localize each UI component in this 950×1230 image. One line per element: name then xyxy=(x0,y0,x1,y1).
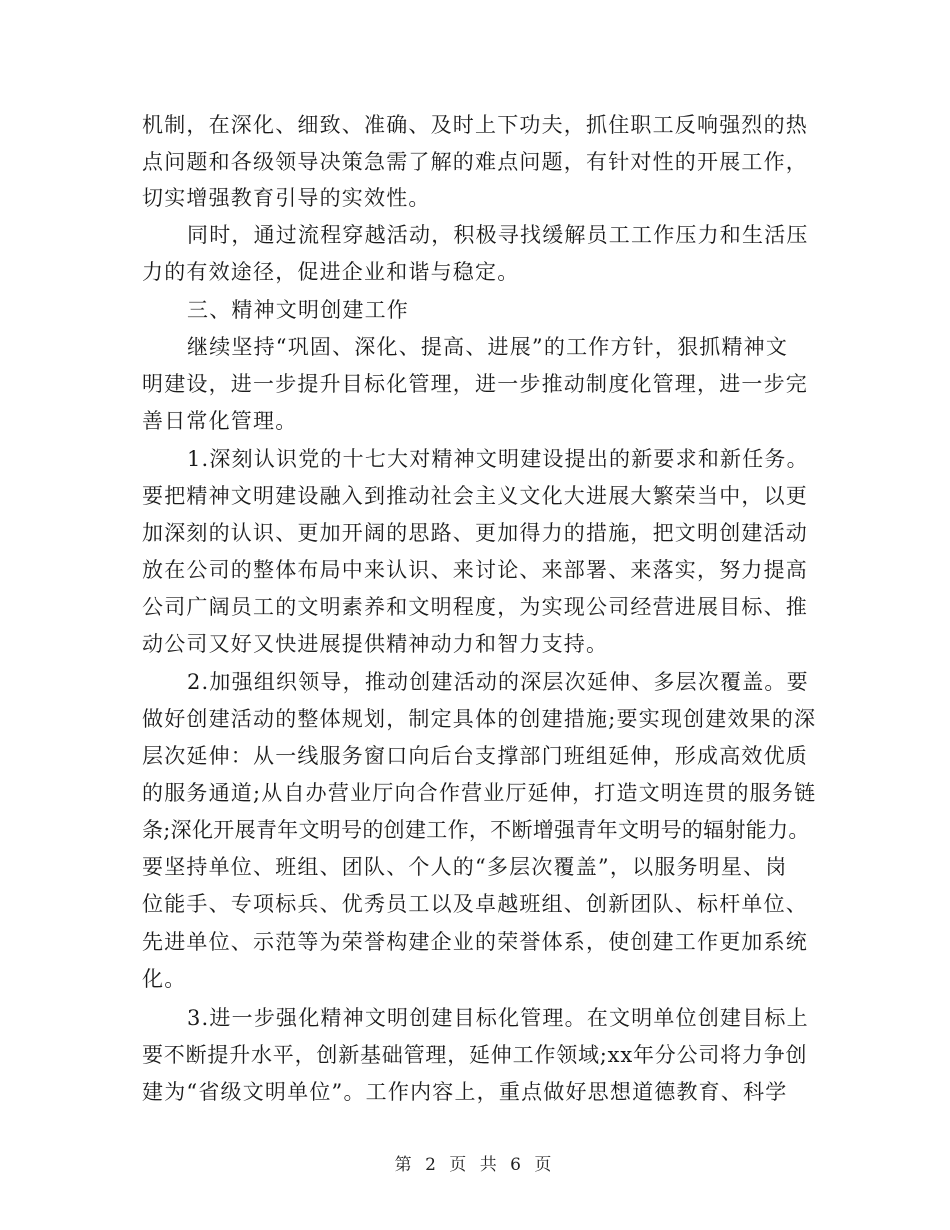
body-line-26: 要不断提升水平，创新基础管理，延伸工作领域;xx年分公司将力争创 xyxy=(142,1043,808,1067)
page-number-footer: 第 2 页 共 6 页 xyxy=(394,1155,556,1175)
body-line-7: 继续坚持“巩固、深化、提高、进展”的工作方针，狠抓精神文 xyxy=(187,335,789,359)
body-line-27: 建为“省级文明单位”。工作内容上，重点做好思想道德教育、科学 xyxy=(142,1080,788,1104)
body-line-17: 做好创建活动的整体规划，制定具体的创建措施;要实现创建效果的深 xyxy=(142,707,817,731)
body-line-14: 公司广阔员工的文明素养和文明程度，为实现公司经营进展目标、推 xyxy=(142,595,808,619)
body-line-11: 要把精神文明建设融入到推动社会主义文化大进展大繁荣当中，以更 xyxy=(142,484,808,508)
body-line-4: 同时，通过流程穿越活动，积极寻找缓解员工工作压力和生活压 xyxy=(187,223,809,247)
body-line-22: 位能手、专项标兵、优秀员工以及卓越班组、创新团队、标杆单位、 xyxy=(142,892,808,916)
body-line-13: 放在公司的整体布局中来认识、来讨论、来部署、来落实，努力提高 xyxy=(142,558,808,582)
body-line-5: 力的有效途径，促进企业和谐与稳定。 xyxy=(142,260,520,284)
body-line-16: 2.加强组织领导，推动创建活动的深层次延伸、多层次覆盖。要 xyxy=(187,670,809,694)
body-line-19: 的服务通道;从自办营业厅向合作营业厅延伸，打造文明连贯的服务链 xyxy=(142,781,817,805)
body-line-8: 明建设，进一步提升目标化管理，进一步推动制度化管理，进一步完 xyxy=(142,372,808,396)
body-line-3: 切实增强教育引导的实效性。 xyxy=(142,186,431,210)
body-line-23: 先进单位、示范等为荣誉构建企业的荣誉体系，使创建工作更加系统 xyxy=(142,930,808,954)
body-line-18: 层次延伸：从一线服务窗口向后台支撑部门班组延伸，形成高效优质 xyxy=(142,744,808,768)
body-line-15: 动公司又好又快进展提供精神动力和智力支持。 xyxy=(142,632,609,656)
body-line-21: 要坚持单位、班组、团队、个人的“多层次覆盖”，以服务明星、岗 xyxy=(142,855,788,879)
body-line-24: 化。 xyxy=(142,967,187,991)
body-line-20: 条;深化开展青年文明号的创建工作，不断增强青年文明号的辐射能力。 xyxy=(142,818,810,842)
body-line-10: 1.深刻认识党的十七大对精神文明建设提出的新要求和新任务。 xyxy=(187,447,809,471)
body-line-25: 3.进一步强化精神文明创建目标化管理。在文明单位创建目标上 xyxy=(187,1006,809,1030)
body-line-2: 点问题和各级领导决策急需了解的难点问题，有针对性的开展工作， xyxy=(142,150,808,174)
body-line-1: 机制，在深化、细致、准确、及时上下功夫，抓住职工反响强烈的热 xyxy=(142,113,808,137)
section-heading: 三、精神文明创建工作 xyxy=(187,298,409,322)
body-line-12: 加深刻的认识、更加开阔的思路、更加得力的措施，把文明创建活动 xyxy=(142,521,808,545)
body-line-9: 善日常化管理。 xyxy=(142,409,298,433)
